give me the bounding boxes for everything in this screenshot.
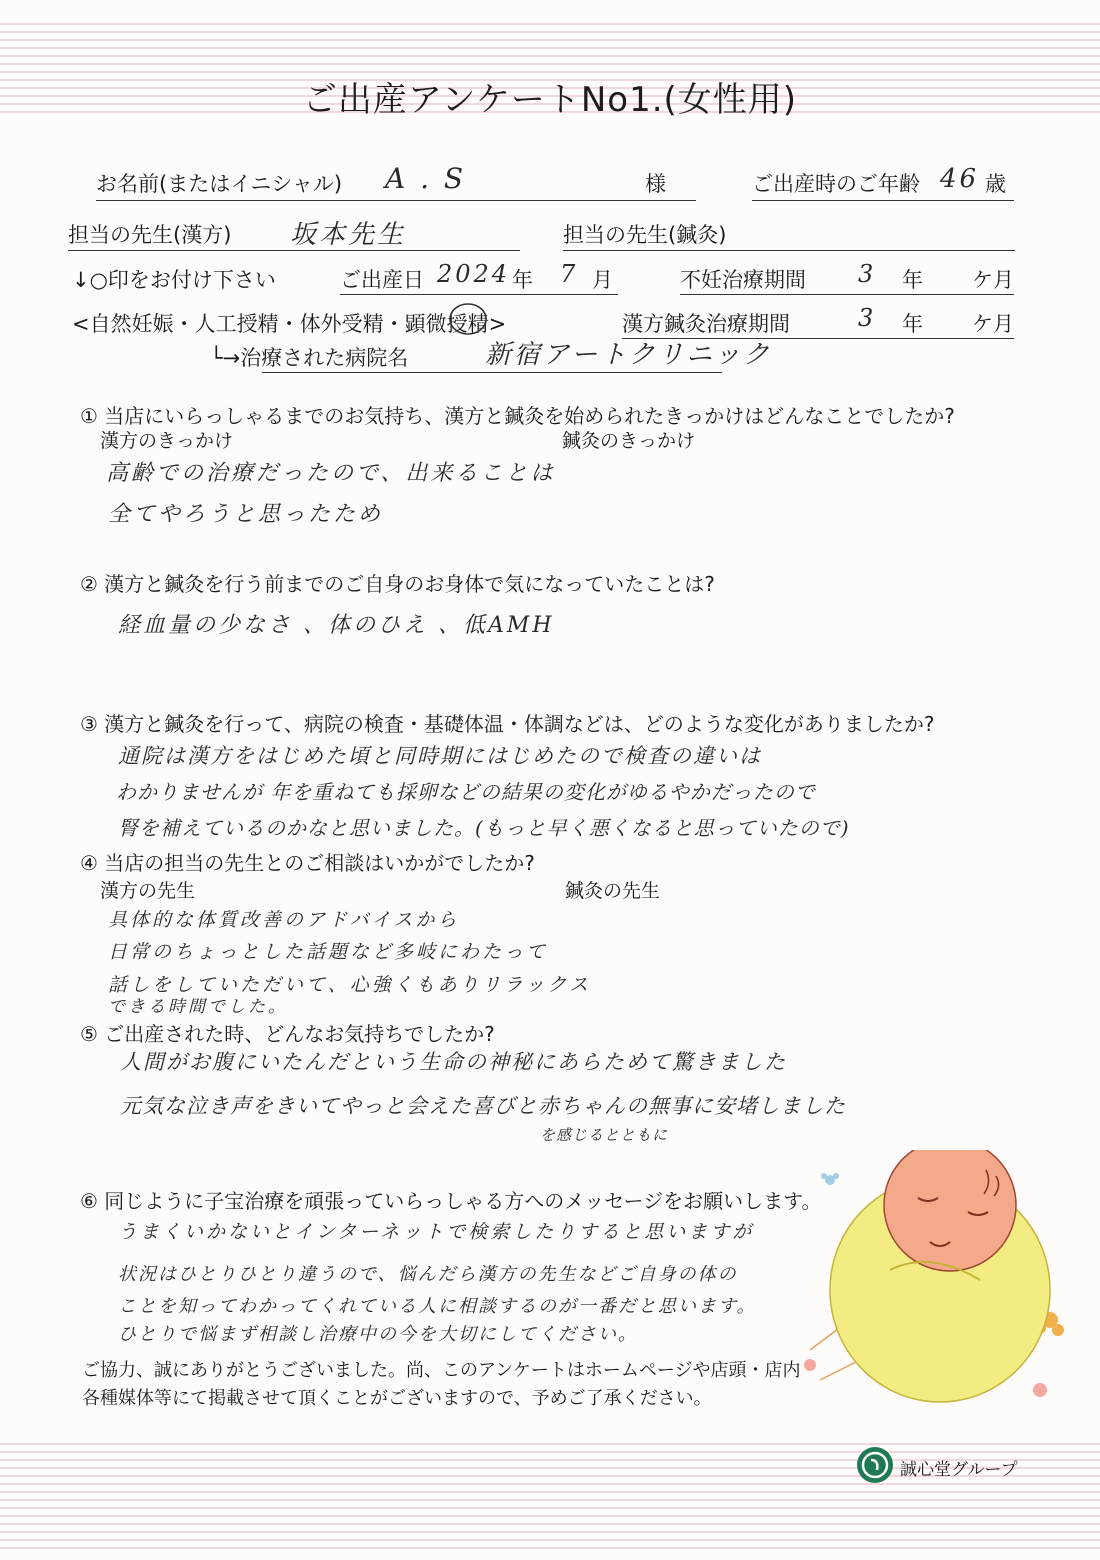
q3-answer-line-1: 通院は漢方をはじめた頃と同時期にはじめたので検査の違いは [118, 744, 762, 768]
q6-answer-line-3: ことを知ってわかってくれている人に相談するのが一番だと思います。 [118, 1296, 757, 1317]
q5-answer-line-2: 元気な泣き声をきいてやっと会えた喜びと赤ちゃんの無事に安堵しました [120, 1094, 846, 1118]
age-unit: 歳 [985, 172, 1006, 196]
q3-answer-line-3: 腎を補えているのかなと思いました。(もっと早く悪くなると思っていたので) [118, 816, 850, 840]
q4-answer-line-3: 話しをしていただいて、心強くもありリラックス [108, 974, 592, 996]
q1-answer-line-2: 全てやろうと思ったため [108, 502, 384, 527]
q4-question: ④ 当店の担当の先生とのご相談はいかがでしたか? [80, 851, 535, 875]
circle-mark [448, 302, 488, 336]
q1-answer-line-1: 高齢での治療だったので、出来ることは [106, 461, 556, 486]
birth-year: 2024 [437, 260, 511, 288]
hospital-value: 新宿アートクリニック [485, 340, 773, 370]
name-value: A . S [385, 162, 467, 195]
mark-instruction: ↓○印をお付け下さい [72, 268, 276, 292]
q1-question: ① 当店にいらっしゃるまでのお気持ち、漢方と鍼灸を始められたきっかけはどんなことでしたか? [80, 404, 955, 428]
footer-line-1: ご協力、誠にありがとうございました。尚、このアンケートはホームページや店頭・店内 [82, 1360, 801, 1381]
birth-date-label: ご出産日 [340, 268, 424, 292]
kampo-teacher-underline [68, 250, 520, 251]
kampo-period-label: 漢方鍼灸治療期間 [622, 312, 790, 336]
company-name: 誠心堂グループ [900, 1460, 1018, 1480]
infertility-period-label: 不妊治療期間 [680, 268, 806, 292]
kampo-month-unit: ケ月 [972, 312, 1014, 336]
q4-kampo-label: 漢方の先生 [100, 880, 196, 902]
kampo-teacher-value: 坂本先生 [290, 220, 407, 250]
acu-teacher-underline [563, 250, 1015, 251]
q4-acu-label: 鍼灸の先生 [565, 880, 661, 902]
q4-answer-line-2: 日常のちょっとした話題など多岐にわたって [108, 941, 549, 963]
kampo-years: 3 [858, 304, 877, 332]
q5-answer-line-1: 人間がお腹にいたんだという生命の神秘にあらためて驚きました [120, 1050, 787, 1074]
infertility-month-unit: ケ月 [972, 268, 1014, 292]
q3-answer-line-2: わかりませんが 年を重ねても採卵などの結果の変化がゆるやかだったので [116, 780, 816, 804]
q1-kampo-label: 漢方のきっかけ [100, 430, 234, 452]
month-unit: 月 [592, 268, 613, 292]
q1-acu-label: 鍼灸のきっかけ [562, 430, 696, 452]
age-label: ご出産時のご年齢 [752, 172, 920, 196]
year-unit: 年 [512, 268, 533, 292]
infertility-year-unit: 年 [902, 268, 923, 292]
infertility-underline [680, 294, 1014, 295]
company-logo [856, 1446, 894, 1488]
logo-emblem-icon [856, 1446, 894, 1484]
q2-question: ② 漢方と鍼灸を行う前までのご自身のお身体で気になっていたことは? [80, 572, 715, 596]
q6-answer-line-4: ひとりで悩まず相談し治療中の今を大切にしてください。 [118, 1324, 638, 1345]
age-underline [752, 200, 1014, 201]
kampo-teacher-label: 担当の先生(漢方) [68, 223, 232, 247]
name-label: お名前(またはイニシャル) [96, 172, 343, 196]
acu-teacher-label: 担当の先生(鍼灸) [563, 223, 727, 247]
q6-answer-line-1: うまくいかないとインターネットで検索したりすると思いますが [118, 1221, 755, 1243]
pregnancy-methods: <自然妊娠・人工授精・体外受精・顕微授精> [72, 312, 507, 336]
q4-answer-line-1: 具体的な体質改善のアドバイスから [108, 909, 460, 931]
q6-question: ⑥ 同じように子宝治療を頑張っていらっしゃる方へのメッセージをお願いします。 [80, 1189, 822, 1213]
page-title: ご出産アンケートNo1.(女性用) [302, 80, 798, 120]
q3-question: ③ 漢方と鍼灸を行って、病院の検査・基礎体温・体調などは、どのような変化がありましたか? [80, 712, 935, 736]
q5-insert: を感じるとともに [540, 1126, 669, 1144]
q4-answer-line-4: できる時間でした。 [108, 997, 288, 1017]
kampo-year-unit: 年 [902, 312, 923, 336]
age-value: 46 [940, 164, 980, 194]
hospital-label: └→治療された病院名 [210, 346, 409, 370]
birth-month: 7 [560, 260, 579, 288]
q5-question: ⑤ ご出産された時、どんなお気持ちでしたか? [80, 1022, 495, 1046]
q6-answer-line-2: 状況はひとりひとり違うので、悩んだら漢方の先生などご自身の体の [118, 1264, 738, 1285]
footer-line-2: 各種媒体等にて掲載させて頂くことがございますので、予めご了承ください。 [82, 1388, 712, 1409]
sama-label: 様 [645, 172, 666, 196]
infertility-years: 3 [858, 260, 877, 288]
name-underline [96, 200, 696, 201]
q2-answer: 経血量の少なさ 、体のひえ 、低AMH [118, 613, 555, 638]
baby-illustration [790, 1150, 1080, 1410]
birth-date-underline [340, 294, 618, 295]
hospital-underline [262, 372, 722, 373]
